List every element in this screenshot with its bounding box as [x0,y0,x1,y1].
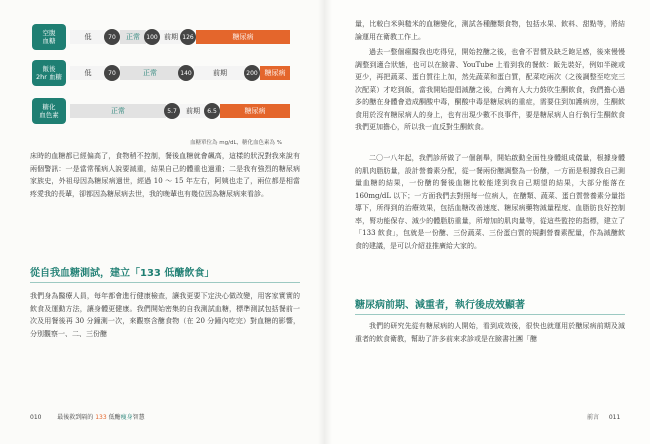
threshold-marker: 70 [104,65,120,81]
chart-unit-note: 血糖單位為 mg/dL，糖化血色素為 % [190,140,282,146]
running-title: 最後救到隔的 133 低醣瘦身智慧 [57,414,145,421]
page-number: 010 [30,414,42,421]
segment-normal: 正常 [70,104,166,118]
right-section-heading: 糖尿病前期、減重者，執行後成效顯著 [355,300,525,311]
segment-diabetes: 糖尿病 [260,66,290,80]
segment-pre: 前期 [180,104,206,118]
segment-low: 低 [70,30,106,44]
segment-diabetes: 糖尿病 [196,30,290,44]
threshold-marker: 126 [180,29,196,45]
segment-normal: 正常 [120,66,180,80]
row-label: 飯後 2hr 血糖 [32,60,66,86]
left-section-heading: 從自我血糖測試，建立「133 低醣飲食」 [30,268,215,279]
threshold-marker: 200 [244,65,260,81]
chart-row-hba1c [30,98,290,124]
left-paragraph-1: 床時的血糖都已經偏高了，食物稍不控制，餐後血糖就會飆高，這樣的狀況對我來說有兩個警訊：一是當常罹病人說要減重，結果自己的體重也過重；二是我有強烈的糖尿病家族史，外祖母因為糖尿病過世，經過 10 ～ 15 年左右，阿姨也走了，兩位都是相當疼愛我的長輩，卻都因為糖尿病去世，我的晚輩也有幾位因為糖尿病來看診。 [30,152,300,198]
segment-diabetes: 糖尿病 [220,104,290,118]
row-label: 空腹 血糖 [32,24,66,50]
row-label: 糖化 血色素 [32,98,66,124]
threshold-marker: 100 [144,29,160,45]
segment-low: 低 [70,66,106,80]
right-page [325,0,650,444]
segment-normal: 正常 [120,30,146,44]
heading-divider [355,314,625,315]
left-paragraph-2: 我們身為醫療人員，每年都會進行健康檢查，讓我更要下定決心做改變，用客家實實的飲食及運動方法，讓身體更健康。我們開始密集的自我測試血糖，標準測試包括餐前一次及用餐後再 30 分鐘測一次，來觀察含醣食物（在 20 分鐘內吃完）對血糖的影響，分別觀察一、二、三份醣 [30,292,300,338]
page-number: 011 [608,414,621,421]
chart-row-postmeal [30,60,290,86]
threshold-marker: 5.7 [164,103,180,119]
right-paragraph-3: 二〇一八年起，我們診所做了一個創舉，開始啟動全面性身體組成儀量，根據身體的肌肉脂肪量，設計營養素分配，從一餐兩份醣調整為一份醣，一方面是根據我自己測量血糖的結果，一份醣的餐後血糖比較能達到我自己期望的結果，大部分能落在 160mg/dL 以下；一方面我們去對照每一位病人，在醣類、蔬菜、蛋白質營養素分量指導下，所得到的治療效果，包括血糖改善速度、糖尿病藥物減量程度、血脂肪良好控制率，腎功能保存、減少的體脂肪重量，所增加的肌肉量等，從這些監控的指標，建立了「133 飲食」，包就是一份醣、三份蔬菜、三份蛋白質的規劃營養素配量，作為減醣飲食的建議，是可以介紹並推廣給大家的。 [355,154,625,250]
threshold-marker: 70 [104,29,120,45]
chart-row-fasting [30,24,290,50]
segment-pre: 前期 [194,66,246,80]
threshold-marker: 140 [178,65,194,81]
right-paragraph-1: 量，比較白米與糙米的血糖變化，測試各種醣類食物，包括水果、飲料、甜點等，將結論運用在衛教工作上。 [355,20,625,41]
right-footer [587,412,620,421]
book-gutter [318,0,332,444]
threshold-marker: 6.5 [204,103,220,119]
right-paragraph-2: 過去一整個瘋醫我也吃得兒，開始控醣之後，也會不習慣及缺乏飽足感，後來慢慢調整到適合狀態，也可以在臉書、YouTube 上看到我的餐飲：飯先裝好，例如半碗或更少，再把蔬菜、蛋白質往上加，然先蔬菜和蛋白質，配菜吃兩次（之後調整至吃完三次配菜）才吃到飯，當我開始提倡減醣之後，台灣有人大力鼓吹生酮飲食，我們擔心過多的醣在身體會造成酮酸中毒，酮酸中毒是糖尿病的重症，需要住到加護病房，生酮飲食用於沒有糖尿病人的身上，也有出現少數不良事件，要是糖尿病人自行執行生酮飲食我們更加擔心，所以我一直反對生酮飲食。 [355,48,625,131]
segment-pre: 前期 [160,30,182,44]
heading-divider [30,282,300,283]
left-footer [30,412,145,421]
blood-sugar-chart [30,18,290,146]
running-title: 前言 [587,414,600,421]
right-paragraph-4: 我們的研究先從有糖尿病的人開始，看到成效後，很快也就運用於醣尿病前期及減重者的飲食衛教，幫助了許多前來求診或是在臉書社團「醣 [355,322,625,343]
